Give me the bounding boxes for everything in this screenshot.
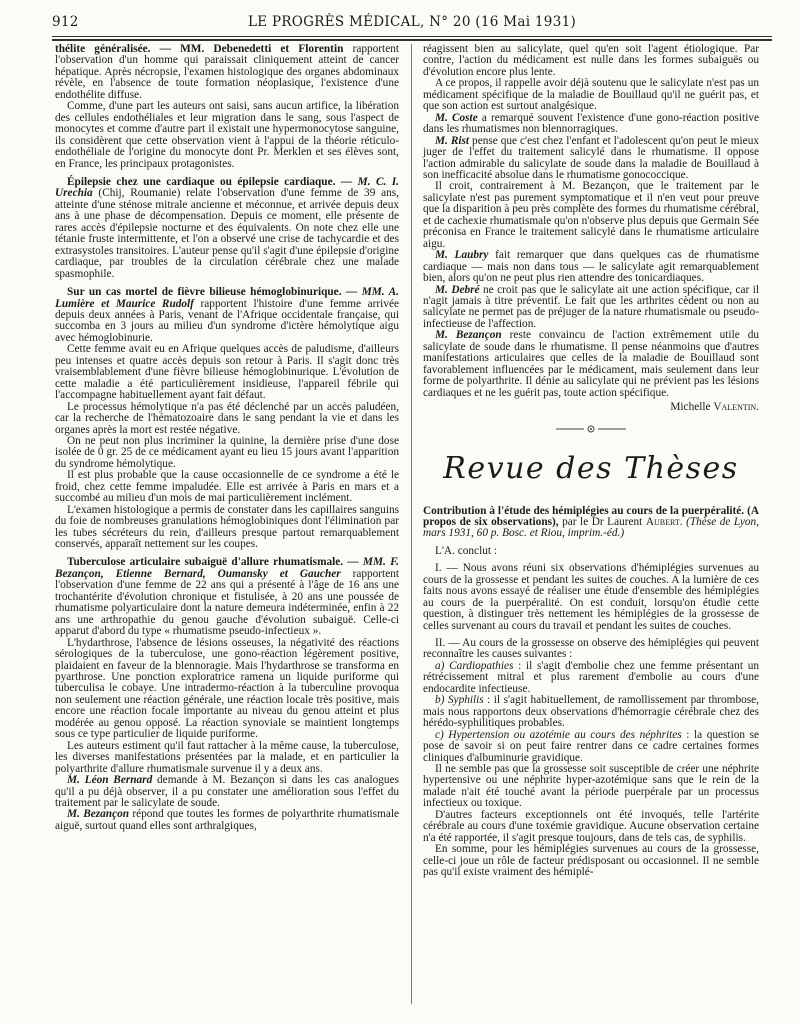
paragraph: M. Rist pense que c'est chez l'enfant et l'adolescent qu'on peut le mieux juger de l'effet du traitement salicylé dans le rhumatisme. Il oppose l'action admirable du salicylate de soude dans la maladie de Bouillaud à son inefficacité absolue dans le rhumatisme gonococcique. — [423, 134, 759, 181]
paragraph: On ne peut non plus incriminer la quinine, la dernière prise d'une dose isolée de 0 gr. 25 de ce médicament ayant eu lieu 15 jours avant l'apparition du syndrome hémolytique. — [55, 434, 399, 470]
header-rule-thick — [52, 39, 772, 41]
paragraph: D'autres facteurs exceptionnels ont été invoqués, telle l'artérite cérébrale au cours d'une toxémie gravidique. Aucune observation certaine n'a été rapportée, il s'agit presque toujours, dans de tels cas, de syphilis. — [423, 808, 759, 844]
paragraph: c) Hypertension ou azotémie au cours des néphrites : la question se pose de savoir si on peut faire rentrer dans ce cadre certaines formes cliniques d'albuminurie gravidique. — [423, 728, 760, 764]
paragraph: A ce propos, il rappelle avoir déjà soutenu que le salicylate n'est pas un médicament spécifique de la maladie de Bouillaud qu'il ne guérit pas, et que son action est surtout analgésique. — [423, 77, 759, 113]
paragraph: II. — Au cours de la grossesse on observe des hémiplégies qui peuvent reconnaître les causes suivantes : — [423, 637, 759, 661]
left-column — [55, 44, 399, 832]
article-fievre-bilieuse: Sur un cas mortel de fièvre bilieuse hémoglobinurique. — MM. A. Lumière et Maurice Rudolf rapportent l'histoire d'une femme arrivée depuis deux années à Paris, venant de l'Afrique occidentale française, qui succomba en 3 jours au milieu d'un syndrome d'ictère hémolytique aigu avec hémoglobinurie. — [55, 286, 399, 344]
column-divider — [411, 44, 412, 1004]
paragraph: Comme, d'une part les auteurs ont saisi, sans aucun artifice, la libération des cellules endothéliales et leur migration dans le sang, sous l'aspect de monocytes et comme d'autre part il existait une hypermonocytose sanguine, ils considèrent que cette observation vient à l'appui de la théorie réticulo-endothéliale de l'origine du monocyte dont Pr. Merklen et ses élèves sont, en France, les principaux protagonistes. — [55, 100, 399, 170]
paragraph: M. Coste a remarqué souvent l'existence d'une gono-réaction positive dans les rhumatismes non blennorragiques. — [423, 111, 759, 136]
paragraph: Cette femme avait eu en Afrique quelques accès de paludisme, d'ailleurs peu intenses et quatre accès depuis son retour à Paris. Il s'agit donc très vraisemblablement d'une fièvre bilieuse hémoglobinurique. L'évolution de cette maladie a été particulièrement insidieuse, l'appareil fébrile qui l'accompagne habituellement ayant fait défaut. — [55, 343, 399, 402]
paragraph: Le processus hémolytique n'a pas été déclenché par un accès paludéen, car la recherche de l'hématozoaire dans le sang pendant la vie et dans les organes après la mort est restée négative. — [55, 400, 399, 436]
section-title: Revue des Thèses — [443, 450, 739, 486]
thesis-title: Contribution à l'étude des hémiplégies au cours de la puerpéralité. (A propos de six observations), par le Dr Laurent Aubert. (Thèse de Lyon, mars 1931, 60 p. Bosc. et Riou, imprim.-éd.) — [423, 504, 759, 540]
ornament-divider — [556, 424, 626, 434]
paragraph: M. Léon Bernard demande à M. Bezançon si dans les cas analogues qu'il a pu déjà observer, il a pu constater une amélioration sous l'effet du traitement par le salicylate de soude. — [55, 774, 399, 809]
signature: Michelle Valentin. — [670, 401, 759, 414]
paragraph: M. Laubry fait remarquer que dans quelques cas de rhumatisme cardiaque — mais non dans tous — le salicylate agit remarquablement bien, alors qu'on ne peut plus rien attendre des tonicardiaques. — [423, 249, 759, 285]
paragraph: M. Bezançon reste convaincu de l'action extrêmement utile du salicylate de soude dans le rhumatisme. Il pense néanmoins que d'autres manifestations articulaires que celles de la maladie de Bouillaud sont favorablement influencées par le médicament, mais seulement dans leur forme de polyarthrite. Il dénie au salicylate qui ne prévient pas les lésions cardiaques et ne les guérit pas, toute action spécifique. — [423, 329, 759, 399]
paragraph: Il croit, contrairement à M. Bezançon, que le traitement par le salicylate n'est pas purement symptomatique et il n'en veut pour preuve que la disparition à peu près complète des formes du rhumatisme cérébral, et de cachexie rhumatismale qu'on n'observe plus depuis que Germain Sée préconisa en France le traitement salicylé dans le rhumatisme articulaire aigu. — [423, 180, 759, 250]
article-endothelite: thélite généralisée. — MM. Debenedetti et Florentin rapportent l'observation d'un homme qui paraissait cliniquement atteint de cancer hépatique. Après nécropsie, l'examen histologique des organes abdominaux révèle, en l'absence de toute formation néoplasique, l'existence d'une endothélite diffuse. — [55, 43, 399, 101]
right-column — [423, 44, 759, 879]
paragraph: L'hydarthrose, l'absence de lésions osseuses, la négativité des réactions sérologiques de la tuberculose, une gono-réaction légèrement positive, plaidaient en faveur de la blennoragie. Mais l'hydarthrose se transforma en pyarthrose. Une ponction exploratrice ramena un liquide puriforme qui tuberculisa le cobaye. Une intradermo-réaction à la tuberculine provoqua non seulement une réaction générale, une réaction locale très positive, mais encore une réaction focale importante au niveau du genou atteint et plus modérée au genou opposé. La réaction synoviale se maintient longtemps sous ce type particulier de liquide puriforme. — [55, 636, 399, 741]
paragraph: L'A. conclut : — [435, 544, 497, 557]
header-rule — [52, 36, 772, 37]
article-epilepsie: Épilepsie chez une cardiaque ou épilepsie cardiaque. — M. C. I. Urechia (Chij, Roumanie) relate l'observation d'une femme de 39 ans, atteinte d'une sténose mitrale ancienne et méconnue, et arrivée depuis deux ans à une phase de décompensation. Depuis ce moment, elle présente de rares accès d'épilepsie nocturne et des équivalents. On note chez elle une tétanie fruste intermittente, et l'on a observé une crise de tachycardie et des extrasystoles transitoires. L'auteur pense qu'il s'agit d'une épilepsie d'origine cardiaque, par troubles de la circulation cérébrale chez une malade spasmophile. — [55, 175, 400, 280]
paragraph: Il est plus probable que la cause occasionnelle de ce syndrome a été le froid, chez cette femme impaludée. Elle est arrivée à Paris en mars et a succombé au milieu d'un mois de mai particulièrement inclément. — [55, 469, 399, 505]
paragraph: b) Syphilis : il s'agit habituellement, de ramollissement par thrombose, mais nous rapportons deux observations d'hémorragie cérébrale chez des hérédo-syphilitiques probables. — [423, 694, 759, 730]
paragraph: Les auteurs estiment qu'il faut rattacher à la même cause, la tuberculose, les diverses manifestations présentées par la malade, et en particulier la polyarthrite d'allure rhumatismale survenue il y a deux ans. — [55, 739, 399, 775]
paragraph: a) Cardiopathies : il s'agit d'embolie chez une femme présentant un rétrécissement mitral et plus rarement d'embolie au cours d'une endocardite infectieuse. — [423, 659, 759, 695]
paragraph: En somme, pour les hémiplégies survenues au cours de la grossesse, celle-ci joue un rôle de facteur prédisposant ou occasionnel. Il ne semble pas qu'il existe vraiment des hémiplé- — [423, 843, 759, 879]
paragraph: Il ne semble pas que la grossesse soit susceptible de créer une néphrite hypertensive ou une néphrite hyper-azotémique sans que le rein de la malade n'ait été touché avant la période puerpérale par un processus infectieux ou toxique. — [423, 763, 759, 810]
journal-title: LE PROGRÈS MÉDICAL, N° 20 (16 Mai 1931) — [247, 14, 577, 30]
page-number: 912 — [52, 14, 79, 30]
paragraph: L'examen histologique a permis de constater dans les capillaires sanguins du foie de nombreuses granulations hémoglobiniques dont l'élimination par les tubes sécréteurs du rein, d'ailleurs presque partout remarquablement conservés, apparaît nettement sur les coupes. — [55, 503, 399, 551]
article-tuberculose: Tuberculose articulaire subaiguë d'allure rhumatismale. — MM. F. Bezançon, Etienne Bernard, Oumansky et Gaucher rapportent l'observation d'une femme de 22 ans qui a présenté à l'âge de 16 ans une trochantérite d'évolution chronique et fistulisée, à 20 ans une poussée de rhumatisme polyarticulaire dont la nature demeura indéterminée, enfin à 22 ans une arthropathie du genou gauche d'évolution subaiguë. Celle-ci apparut d'abord du type « rhumatisme pseudo-infectieux ». — [55, 556, 399, 638]
paragraph: M. Bezançon répond que toutes les formes de polyarthrite rhumatismale aiguë, surtout quand elles sont arthralgiques, — [55, 808, 400, 832]
paragraph: I. — Nous avons réuni six observations d'hémiplégies survenues au cours de la grossesse et pendant les suites de couches. A la lumière de ces faits nous avons essayé de réaliser une étude d'ensemble des hémiplégies au cours de la puerpéralité. On est conduit, lorsqu'on étudie cette question, à distinguer très nettement les hémiplégies de la grossesse de celles survenant au cours du travail et pendant les suites de couches. — [423, 562, 759, 632]
paragraph: M. Debré ne croit pas que le salicylate ait une action spécifique, car il n'agit jamais à titre préventif. Le fait que les arthrites cèdent ou non au salicylate ne permet pas de préjuger de la nature rhumatismale ou pseudo-infectieuse de l'affection. — [423, 283, 760, 330]
page-header — [52, 14, 772, 34]
paragraph: réagissent bien au salicylate, quel qu'en soit l'agent étiologique. Par contre, l'action du médicament est nulle dans les formes subaiguës ou d'évolution encore plus lente. — [423, 43, 759, 78]
